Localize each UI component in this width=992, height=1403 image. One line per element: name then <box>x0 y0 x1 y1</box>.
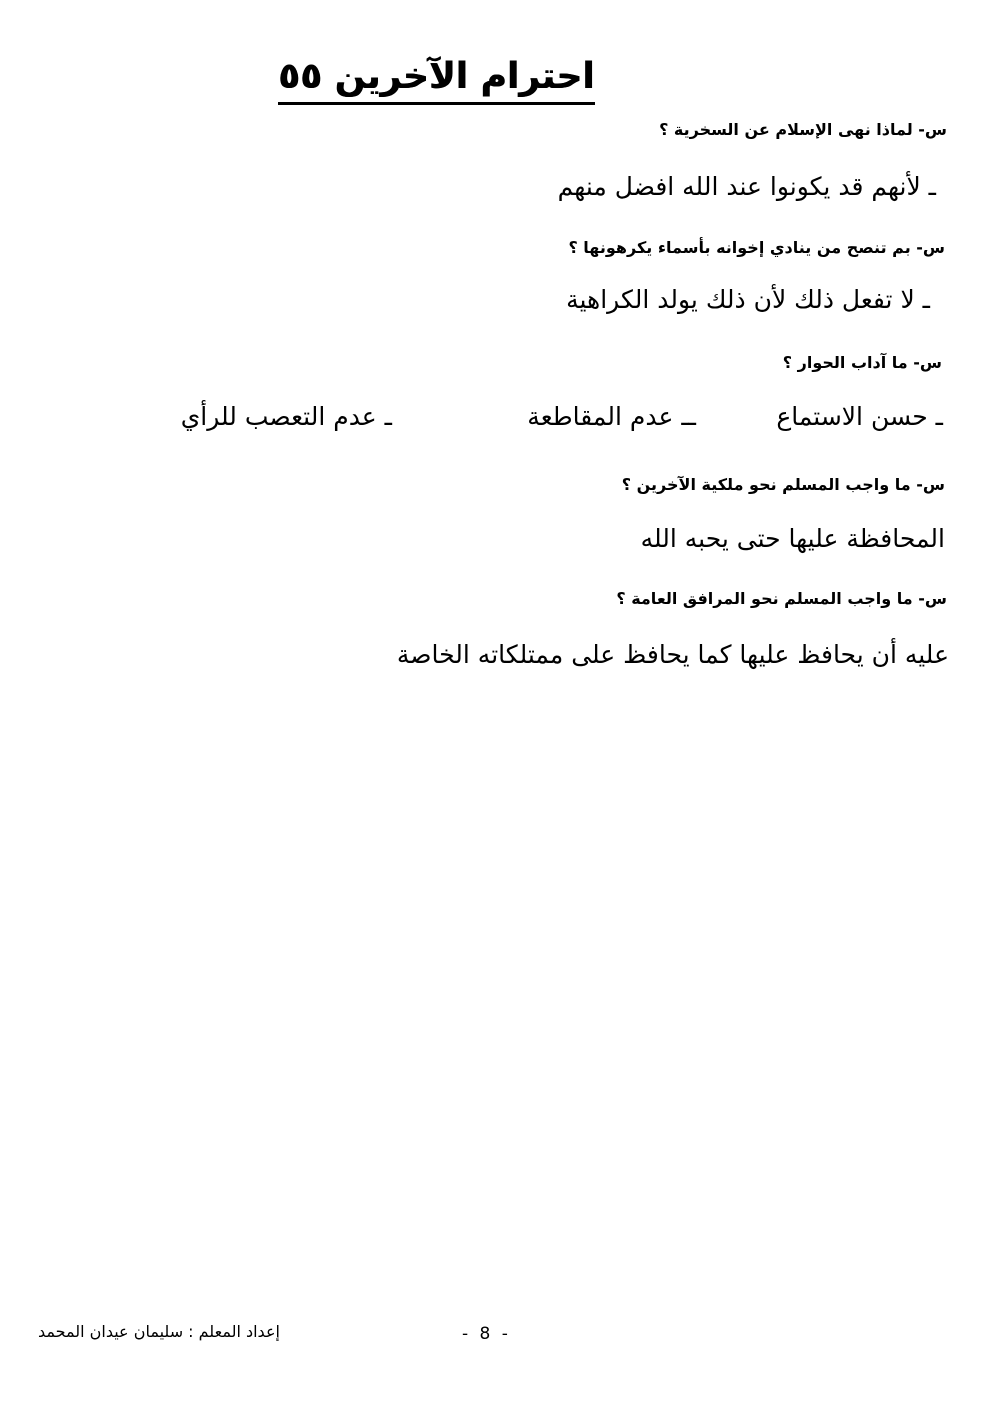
question-5: س- ما واجب المسلم نحو المرافق العامة ؟ <box>616 589 947 608</box>
question-3: س- ما آداب الحوار ؟ <box>782 353 942 372</box>
answer-3-row <box>0 402 992 442</box>
page-title: احترام الآخرين ٥٥ <box>278 56 595 105</box>
answer-3-item-3: ـ عدم التعصب للرأي <box>180 402 392 431</box>
answer-3-item-1: ـ حسن الاستماع <box>776 402 943 431</box>
answer-3-item-2: ــ عدم المقاطعة <box>527 402 696 431</box>
footer-prepared-by: إعداد المعلم : سليمان عيدان المحمد <box>38 1322 280 1341</box>
question-1: س- لماذا نهى الإسلام عن السخرية ؟ <box>659 120 947 139</box>
footer-page-number: - 8 - <box>462 1324 511 1344</box>
answer-5: عليه أن يحافظ عليها كما يحافظ على ممتلكاته الخاصة <box>396 640 949 669</box>
answer-4: المحافظة عليها حتى يحبه الله <box>640 524 945 553</box>
question-2: س- بم تنصح من ينادي إخوانه بأسماء يكرهونها ؟ <box>568 238 945 257</box>
question-4: س- ما واجب المسلم نحو ملكية الآخرين ؟ <box>621 475 945 494</box>
answer-2: ـ لا تفعل ذلك لأن ذلك يولد الكراهية <box>566 285 930 314</box>
answer-1: ـ لأنهم قد يكونوا عند الله افضل منهم <box>557 172 936 201</box>
